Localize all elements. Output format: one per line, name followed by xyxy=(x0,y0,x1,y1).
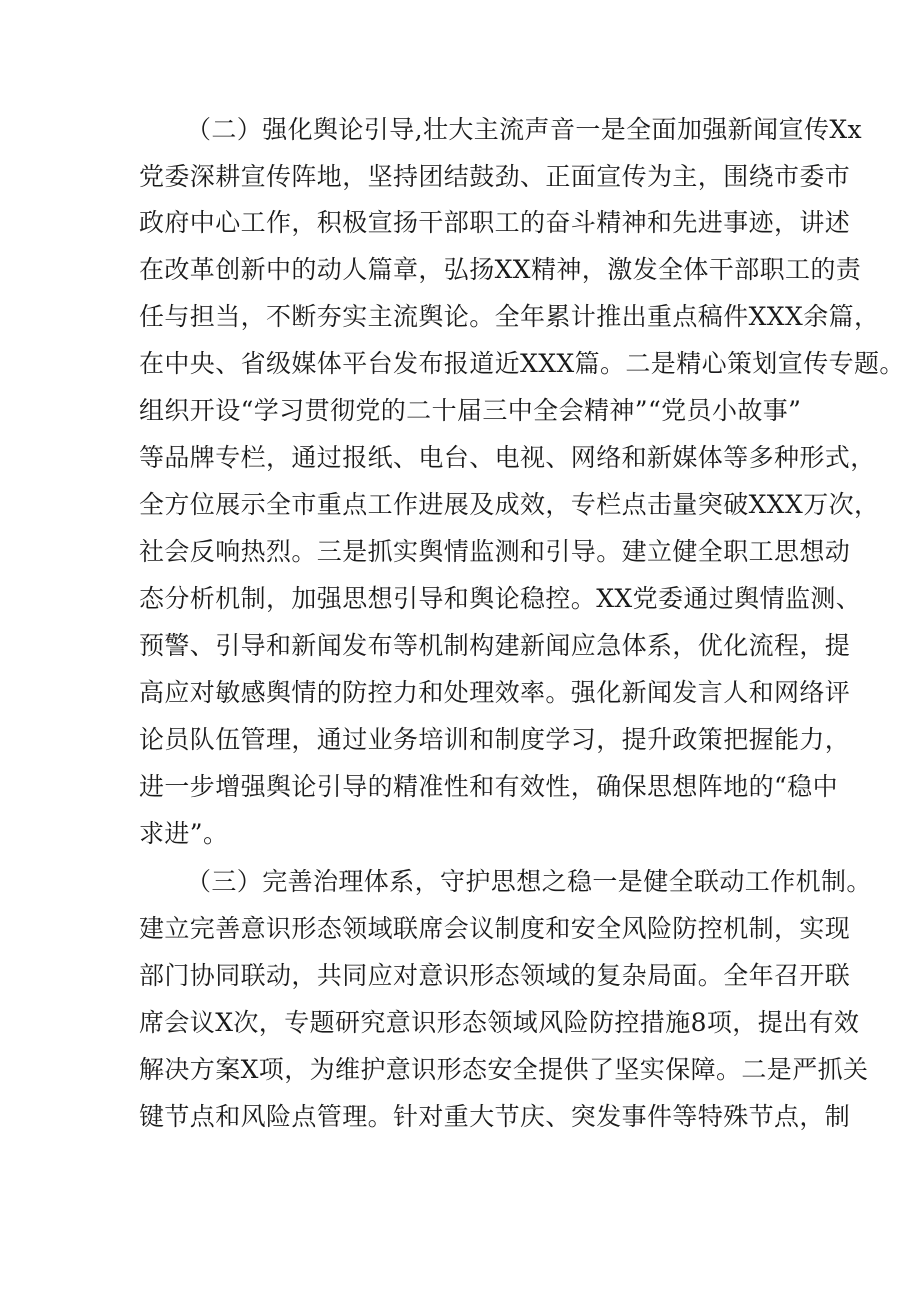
paragraph-1-line-3: 政府中心工作，积极宣扬干部职工的奋斗精神和先进事迹，讲述 xyxy=(139,208,851,237)
paragraph-2-line-5: 解决方案X项，为维护意识形态安全提供了坚实保障。二是严抓关 xyxy=(139,1055,869,1084)
paragraph-1-line-11: 态分析机制，加强思想引导和舆论稳控。XX党委通过舆情监测、 xyxy=(139,584,862,613)
paragraph-1-line-9: 全方位展示全市重点工作进展及成效，专栏点击量突破XXX万次， xyxy=(139,490,880,519)
paragraph-2-line-2: 建立完善意识形态领域联席会议制度和安全风险防控机制，实现 xyxy=(139,914,851,943)
paragraph-1-line-4: 在改革创新中的动人篇章，弘扬XX精神，激发全体干部职工的责 xyxy=(139,255,862,284)
paragraph-1-line-7: 组织开设“学习贯彻党的二十届三中全会精神”“党员小故事” xyxy=(139,396,802,425)
paragraph-1-line-10: 社会反响热烈。三是抓实舆情监测和引导。建立健全职工思想动 xyxy=(139,537,851,566)
paragraph-1-line-1: （二）强化舆论引导,壮大主流声音一是全面加强新闻宣传Xx xyxy=(186,115,863,144)
paragraph-1-line-15: 进一步增强舆论引导的精准性和有效性，确保思想阵地的“稳中 xyxy=(139,772,838,801)
paragraph-1-line-13: 高应对敏感舆情的防控力和处理效率。强化新闻发言人和网络评 xyxy=(139,678,851,707)
paragraph-1-line-12: 预警、引导和新闻发布等机制构建新闻应急体系，优化流程，提 xyxy=(139,631,851,660)
paragraph-1-line-2: 党委深耕宣传阵地，坚持团结鼓劲、正面宣传为主，围绕市委市 xyxy=(139,162,851,191)
paragraph-1-line-6: 在中央、省级媒体平台发布报道近XXX篇。二是精心策划宣传专题。 xyxy=(139,349,905,378)
paragraph-1-line-5: 任与担当，不断夯实主流舆论。全年累计推出重点稿件XXX余篇， xyxy=(139,302,880,331)
paragraph-1-line-14: 论员队伍管理，通过业务培训和制度学习，提升政策把握能力， xyxy=(139,725,851,754)
paragraph-2-line-6: 键节点和风险点管理。针对重大节庆、突发事件等特殊节点，制 xyxy=(139,1102,851,1131)
paragraph-2-line-4: 席会议X次，专题研究意识形态领域风险防控措施8项，提出有效 xyxy=(139,1008,860,1037)
paragraph-1-line-8: 等品牌专栏，通过报纸、电台、电视、网络和新媒体等多种形式， xyxy=(139,443,876,472)
paragraph-2-line-3: 部门协同联动，共同应对意识形态领域的复杂局面。全年召开联 xyxy=(139,961,851,990)
paragraph-1-line-16: 求进”。 xyxy=(139,819,229,848)
paragraph-2-line-1: （三）完善治理体系，守护思想之稳一是健全联动工作机制。 xyxy=(186,867,872,896)
